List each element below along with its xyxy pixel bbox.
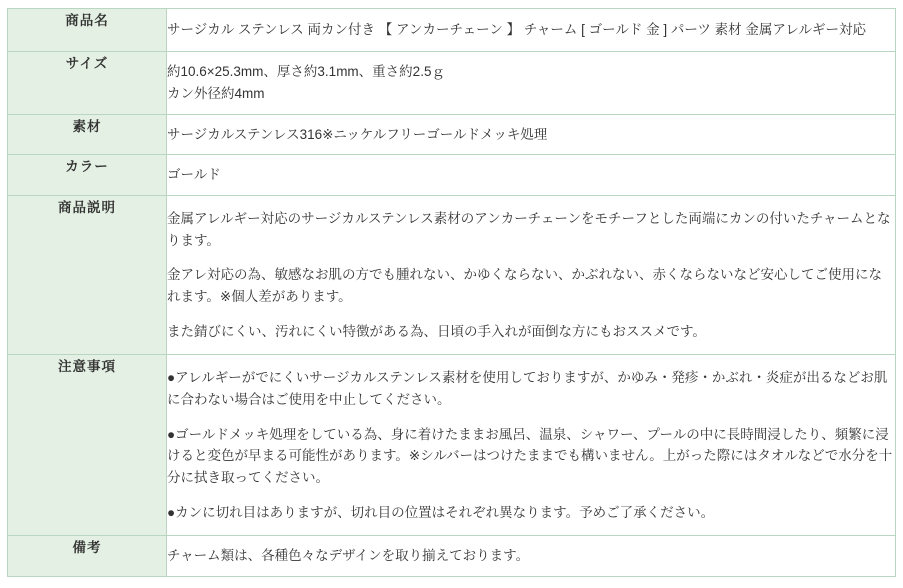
table-row-remarks xyxy=(8,536,896,577)
product-spec-table xyxy=(7,8,896,577)
row-label-remarks: 備考 xyxy=(8,536,167,577)
table-row-notes xyxy=(8,355,896,536)
note-paragraph-2: ●ゴールドメッキ処理をしている為、身に着けたままお風呂、温泉、シャワー、プールの中に長時間浸したり、頻繁に浸けると変色が早まる可能性があります。※シルバーはつけたままでも構いません。上がった際にはタオルなどで水分を十分に拭き取ってください。 xyxy=(167,426,893,486)
row-value-notes xyxy=(167,355,896,536)
table-row-description xyxy=(8,196,896,355)
color-text: ゴールド xyxy=(167,167,221,183)
row-value-color xyxy=(167,155,896,196)
row-value-remarks xyxy=(167,536,896,577)
table-row-product-name xyxy=(8,9,896,52)
description-paragraph-3: また錆びにくい、汚れにくい特徴がある為、日頃の手入れが面倒な方にもおススメです。 xyxy=(167,323,706,339)
row-label-notes: 注意事項 xyxy=(8,355,167,536)
product-name-text: サージカル ステンレス 両カン付き 【 アンカーチェーン 】 チャーム [ ゴールド 金 ] パーツ 素材 金属アレルギー対応 xyxy=(167,22,866,37)
note-paragraph-1: ●アレルギーがでにくいサージカルステンレス素材を使用しておりますが、かゆみ・発疹・かぶれ・炎症が出るなどお肌に合わない場合はご使用を中止してください。 xyxy=(167,370,888,408)
row-label-material: 素材 xyxy=(8,114,167,155)
row-value-material xyxy=(167,114,896,155)
row-label-color: カラー xyxy=(8,155,167,196)
material-text: サージカルステンレス316※ニッケルフリーゴールドメッキ処理 xyxy=(167,126,548,142)
table-row-material xyxy=(8,114,896,155)
size-line-2: カン外径約4mm xyxy=(167,85,265,101)
row-value-product-name xyxy=(167,9,896,52)
remarks-text: チャーム類は、各種色々なデザインを取り揃えております。 xyxy=(167,548,530,564)
row-value-description xyxy=(167,196,896,355)
description-paragraph-1: 金属アレルギー対応のサージカルステンレス素材のアンカーチェーンをモチーフとした両端にカンの付いたチャームとなります。 xyxy=(167,211,891,249)
row-label-size: サイズ xyxy=(8,51,167,114)
row-label-description: 商品説明 xyxy=(8,196,167,355)
note-paragraph-3: ●カンに切れ目はありますが、切れ目の位置はそれぞれ異なります。予めご了承ください。 xyxy=(167,504,715,520)
product-spec-table-body xyxy=(8,9,896,577)
row-value-size xyxy=(167,51,896,114)
description-paragraph-2: 金アレ対応の為、敏感なお肌の方でも腫れない、かゆくならない、かぶれない、赤くならないなど安心してご使用になれます。※個人差があります。 xyxy=(167,267,882,305)
size-line-1: 約10.6×25.3mm、厚さ約3.1mm、重さ約2.5ｇ xyxy=(167,63,445,79)
table-row-color xyxy=(8,155,896,196)
table-row-size xyxy=(8,51,896,114)
row-label-product-name: 商品名 xyxy=(8,9,167,52)
